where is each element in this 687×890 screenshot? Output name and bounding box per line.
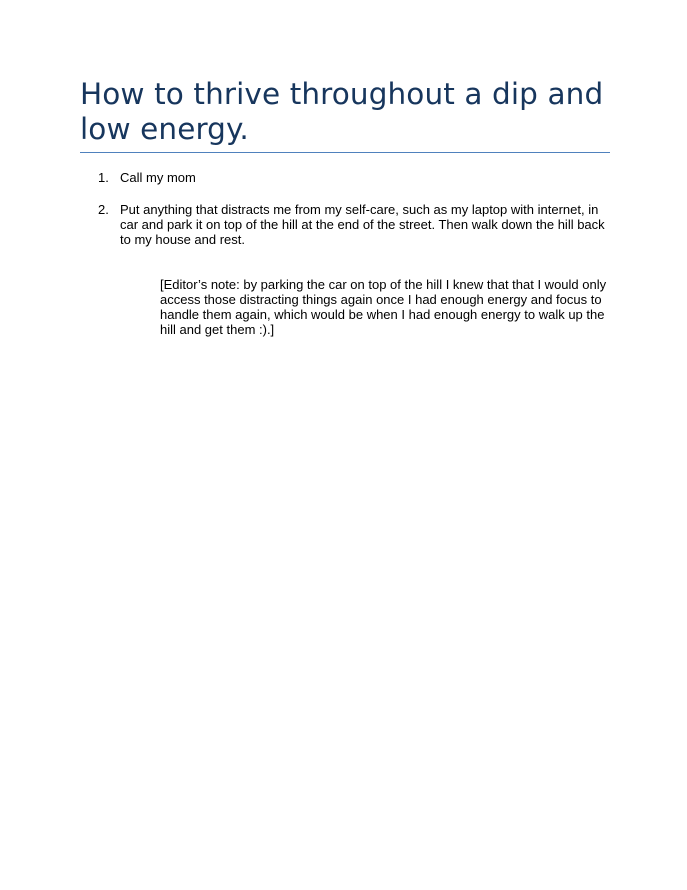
list-item-number: 2. — [98, 202, 109, 217]
list-item — [80, 170, 610, 185]
page-title: How to thrive throughout a dip and low energy. — [80, 77, 604, 146]
list-item — [80, 202, 610, 337]
numbered-list — [80, 170, 610, 337]
editor-note: [Editor’s note: by parking the car on top of the hill I knew that that I would only access those distracting things again once I had enough energy and focus to handle them again, which would be when I had enough energy to walk up the hill and get them :).] — [160, 277, 607, 337]
list-item-number: 1. — [98, 170, 109, 185]
list-item-text: Call my mom — [120, 170, 196, 185]
title-divider — [80, 152, 610, 153]
list-item-text: Put anything that distracts me from my self-care, such as my laptop with internet, in car and park it on top of the hill at the end of the street. Then walk down the hill back to my house and rest. — [120, 202, 605, 247]
